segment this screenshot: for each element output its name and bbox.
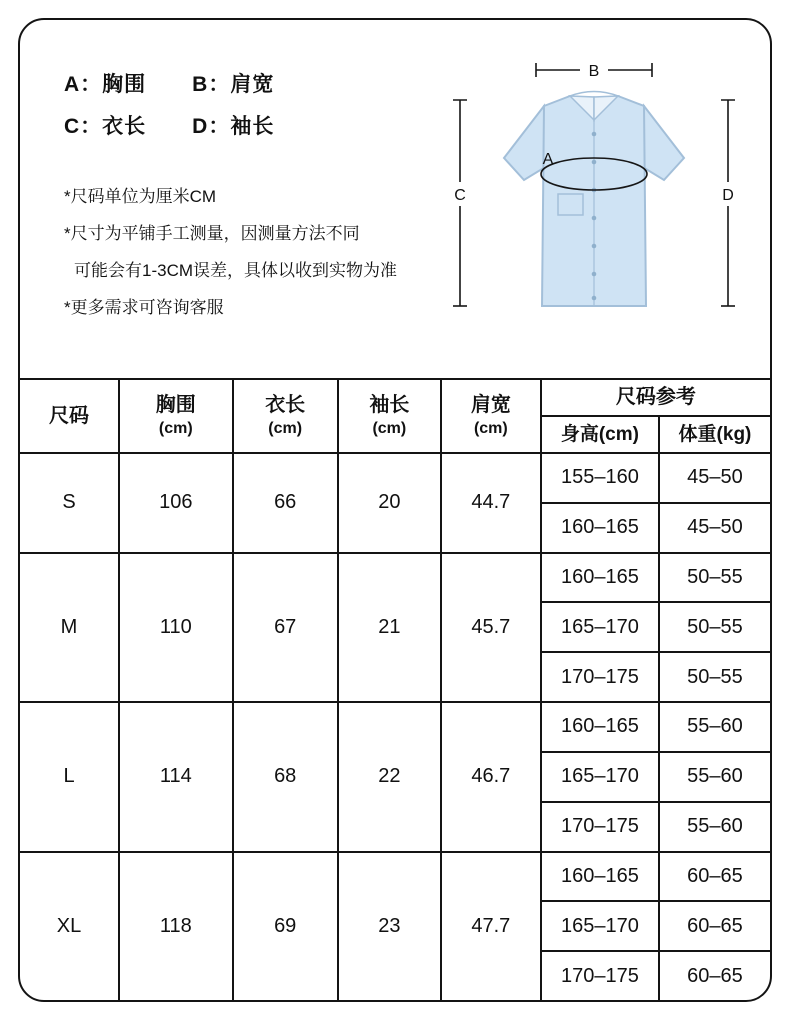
header-length <box>233 379 338 453</box>
length-cell: 68 <box>233 702 338 851</box>
weight-cell: 55–60 <box>659 752 771 802</box>
weight-cell: 60–65 <box>659 951 771 1001</box>
size-table <box>18 378 772 1002</box>
label-c: C <box>454 187 466 204</box>
legend-item-c: C：衣长 <box>64 115 147 138</box>
size-cell: S <box>19 453 119 553</box>
shoulder-cell: 47.7 <box>441 852 541 1002</box>
size-row-s-0 <box>19 453 771 503</box>
header-chest <box>119 379 233 453</box>
chest-cell: 106 <box>119 453 233 553</box>
shirt-graphic <box>504 92 684 307</box>
header-sleeve-label: 袖长 <box>369 393 410 416</box>
size-chart-card <box>18 18 772 1002</box>
header-chest-unit: (cm) <box>158 419 193 437</box>
header-size <box>19 379 119 453</box>
note-service: *更多需求可咨询客服 <box>64 298 224 317</box>
size-table-head <box>19 379 771 453</box>
note-unit: *尺码单位为厘米CM <box>64 187 217 206</box>
header-size-label: 尺码 <box>49 404 89 427</box>
sleeve-cell: 22 <box>338 702 441 851</box>
header-row-main <box>19 379 771 416</box>
height-cell: 160–165 <box>541 702 659 752</box>
weight-cell: 50–55 <box>659 553 771 603</box>
header-length-label: 衣长 <box>265 393 306 416</box>
weight-cell: 55–60 <box>659 802 771 852</box>
shirt-collar-band <box>570 92 618 97</box>
length-cell: 69 <box>233 852 338 1002</box>
shirt-sleeve-left <box>504 106 547 180</box>
size-table-body <box>19 453 771 1001</box>
header-sleeve-unit: (cm) <box>372 419 407 437</box>
legend-item-b: B：肩宽 <box>192 73 275 96</box>
size-row-xl-0 <box>19 852 771 902</box>
shirt-diagram-area <box>440 20 770 378</box>
shoulder-cell: 44.7 <box>441 453 541 553</box>
legend-item-d: D：袖长 <box>192 115 275 138</box>
header-reference: 尺码参考 <box>541 379 771 416</box>
height-cell: 165–170 <box>541 901 659 951</box>
shoulder-cell: 45.7 <box>441 553 541 702</box>
label-a: A <box>542 151 554 168</box>
size-table-wrap <box>18 378 772 1002</box>
header-weight: 体重(kg) <box>659 416 771 453</box>
weight-cell: 50–55 <box>659 652 771 702</box>
weight-cell: 60–65 <box>659 901 771 951</box>
height-cell: 165–170 <box>541 602 659 652</box>
weight-cell: 45–50 <box>659 453 771 503</box>
shirt-sleeve-right <box>641 106 684 180</box>
note-tolerance: 可能会有1-3CM误差，具体以收到实物为准 <box>74 261 398 280</box>
size-row-l-0 <box>19 702 771 752</box>
header-shoulder-label: 肩宽 <box>470 393 511 416</box>
sleeve-cell: 21 <box>338 553 441 702</box>
weight-cell: 60–65 <box>659 852 771 902</box>
height-cell: 155–160 <box>541 453 659 503</box>
header-length-unit: (cm) <box>268 419 303 437</box>
height-cell: 165–170 <box>541 752 659 802</box>
top-section <box>20 20 770 378</box>
size-cell: L <box>19 702 119 851</box>
weight-cell: 55–60 <box>659 702 771 752</box>
sleeve-cell: 20 <box>338 453 441 553</box>
shirt-diagram <box>444 54 744 334</box>
height-cell: 160–165 <box>541 852 659 902</box>
header-sleeve <box>338 379 441 453</box>
weight-cell: 50–55 <box>659 602 771 652</box>
header-chest-label: 胸围 <box>155 393 196 416</box>
label-d: D <box>722 187 734 204</box>
height-cell: 160–165 <box>541 553 659 603</box>
chest-cell: 114 <box>119 702 233 851</box>
height-cell: 170–175 <box>541 802 659 852</box>
note-method: *尺寸为平铺手工测量，因测量方法不同 <box>64 224 360 243</box>
size-cell: M <box>19 553 119 702</box>
measurement-info <box>20 20 440 378</box>
header-shoulder <box>441 379 541 453</box>
length-cell: 67 <box>233 553 338 702</box>
height-cell: 170–175 <box>541 951 659 1001</box>
weight-cell: 45–50 <box>659 503 771 553</box>
sleeve-cell: 23 <box>338 852 441 1002</box>
length-cell: 66 <box>233 453 338 553</box>
size-cell: XL <box>19 852 119 1002</box>
label-b: B <box>588 63 600 80</box>
measurement-legend <box>64 68 274 140</box>
measurement-notes <box>64 178 440 326</box>
header-shoulder-unit: (cm) <box>473 419 508 437</box>
shoulder-cell: 46.7 <box>441 702 541 851</box>
legend-item-a: A：胸围 <box>64 73 147 96</box>
header-height: 身高(cm) <box>541 416 659 453</box>
chest-cell: 118 <box>119 852 233 1002</box>
height-cell: 170–175 <box>541 652 659 702</box>
height-cell: 160–165 <box>541 503 659 553</box>
chest-cell: 110 <box>119 553 233 702</box>
size-row-m-0 <box>19 553 771 603</box>
